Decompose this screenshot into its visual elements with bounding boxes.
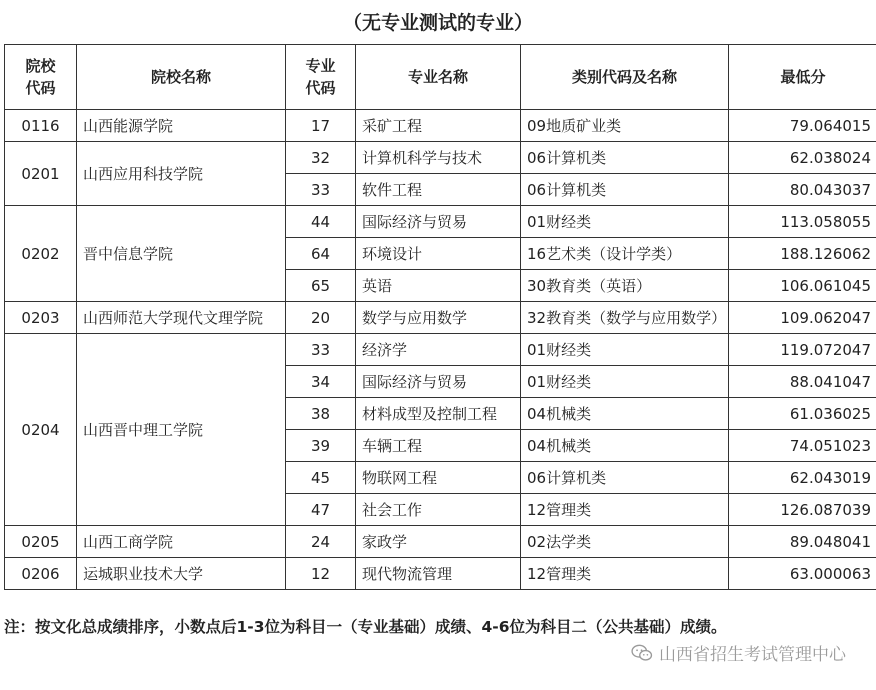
header-major-name: 专业名称: [356, 45, 521, 110]
category-cell: 04机械类: [521, 398, 729, 430]
major-name-cell: 物联网工程: [356, 462, 521, 494]
major-name-cell: 现代物流管理: [356, 558, 521, 590]
page-title: （无专业测试的专业）: [342, 12, 533, 34]
category-cell: 01财经类: [521, 334, 729, 366]
min-score-cell: 113.058055: [729, 206, 876, 238]
major-name-cell: 国际经济与贸易: [356, 206, 521, 238]
wechat-icon: [631, 644, 653, 662]
school-name-cell: 山西能源学院: [77, 110, 286, 142]
major-name-cell: 环境设计: [356, 238, 521, 270]
min-score-cell: 106.061045: [729, 270, 876, 302]
table-row: [5, 302, 876, 334]
school-code-cell: 0202: [5, 206, 77, 302]
major-name-cell: 社会工作: [356, 494, 521, 526]
major-name-cell: 车辆工程: [356, 430, 521, 462]
school-name-cell: 山西晋中理工学院: [77, 334, 286, 526]
category-cell: 30教育类（英语）: [521, 270, 729, 302]
table-row: [5, 142, 876, 174]
table-header-row: [5, 45, 876, 110]
category-cell: 32教育类（数学与应用数学）: [521, 302, 729, 334]
table-row: [5, 206, 876, 238]
table-row: [5, 110, 876, 142]
major-code-cell: 24: [286, 526, 356, 558]
header-major-code-text: 专业 代码: [305, 57, 336, 97]
category-cell: 04机械类: [521, 430, 729, 462]
category-cell: 01财经类: [521, 366, 729, 398]
major-name-cell: 软件工程: [356, 174, 521, 206]
category-cell: 06计算机类: [521, 462, 729, 494]
school-code-cell: 0206: [5, 558, 77, 590]
footnote: 注：按文化总成绩排序，小数点后1-3位为科目一（专业基础）成绩、4-6位为科目二（公共基础）成绩。: [4, 618, 727, 636]
min-score-cell: 63.000063: [729, 558, 876, 590]
min-score-cell: 62.038024: [729, 142, 876, 174]
school-name-cell: 晋中信息学院: [77, 206, 286, 302]
school-name-cell: 山西应用科技学院: [77, 142, 286, 206]
min-score-cell: 88.041047: [729, 366, 876, 398]
major-name-cell: 经济学: [356, 334, 521, 366]
major-name-cell: 计算机科学与技术: [356, 142, 521, 174]
school-code-cell: 0201: [5, 142, 77, 206]
category-cell: 06计算机类: [521, 142, 729, 174]
header-school-code-text: 院校 代码: [25, 57, 56, 97]
major-code-cell: 33: [286, 334, 356, 366]
major-name-cell: 材料成型及控制工程: [356, 398, 521, 430]
category-cell: 06计算机类: [521, 174, 729, 206]
major-code-cell: 20: [286, 302, 356, 334]
major-code-cell: 39: [286, 430, 356, 462]
min-score-cell: 61.036025: [729, 398, 876, 430]
major-code-cell: 38: [286, 398, 356, 430]
category-cell: 01财经类: [521, 206, 729, 238]
category-cell: 09地质矿业类: [521, 110, 729, 142]
school-name-cell: 山西工商学院: [77, 526, 286, 558]
school-code-cell: 0116: [5, 110, 77, 142]
watermark-text: 山西省招生考试管理中心: [659, 645, 846, 665]
school-name-cell: 山西师范大学现代文理学院: [77, 302, 286, 334]
watermark: [631, 640, 846, 665]
table-row: [5, 526, 876, 558]
major-code-cell: 64: [286, 238, 356, 270]
major-name-cell: 国际经济与贸易: [356, 366, 521, 398]
major-code-cell: 33: [286, 174, 356, 206]
major-code-cell: 32: [286, 142, 356, 174]
major-name-cell: 数学与应用数学: [356, 302, 521, 334]
min-score-cell: 188.126062: [729, 238, 876, 270]
min-score-cell: 79.064015: [729, 110, 876, 142]
header-school-name: 院校名称: [77, 45, 286, 110]
major-code-cell: 47: [286, 494, 356, 526]
min-score-cell: 119.072047: [729, 334, 876, 366]
min-score-cell: 62.043019: [729, 462, 876, 494]
school-code-cell: 0205: [5, 526, 77, 558]
major-name-cell: 采矿工程: [356, 110, 521, 142]
school-name-cell: 运城职业技术大学: [77, 558, 286, 590]
category-cell: 02法学类: [521, 526, 729, 558]
min-score-cell: 74.051023: [729, 430, 876, 462]
category-cell: 12管理类: [521, 494, 729, 526]
major-name-cell: 家政学: [356, 526, 521, 558]
min-score-cell: 80.043037: [729, 174, 876, 206]
category-cell: 16艺术类（设计学类）: [521, 238, 729, 270]
major-name-cell: 英语: [356, 270, 521, 302]
category-cell: 12管理类: [521, 558, 729, 590]
table-row: [5, 334, 876, 366]
min-score-cell: 109.062047: [729, 302, 876, 334]
major-code-cell: 17: [286, 110, 356, 142]
major-code-cell: 65: [286, 270, 356, 302]
min-score-cell: 89.048041: [729, 526, 876, 558]
table-row: [5, 558, 876, 590]
header-major-code: [286, 45, 356, 110]
major-code-cell: 12: [286, 558, 356, 590]
table-body: [5, 110, 876, 590]
major-code-cell: 45: [286, 462, 356, 494]
min-score-cell: 126.087039: [729, 494, 876, 526]
header-category: 类别代码及名称: [521, 45, 729, 110]
major-code-cell: 34: [286, 366, 356, 398]
school-code-cell: 0204: [5, 334, 77, 526]
header-min-score: 最低分: [729, 45, 876, 110]
major-code-cell: 44: [286, 206, 356, 238]
school-code-cell: 0203: [5, 302, 77, 334]
header-school-code: [5, 45, 77, 110]
admission-score-table: [4, 44, 876, 590]
